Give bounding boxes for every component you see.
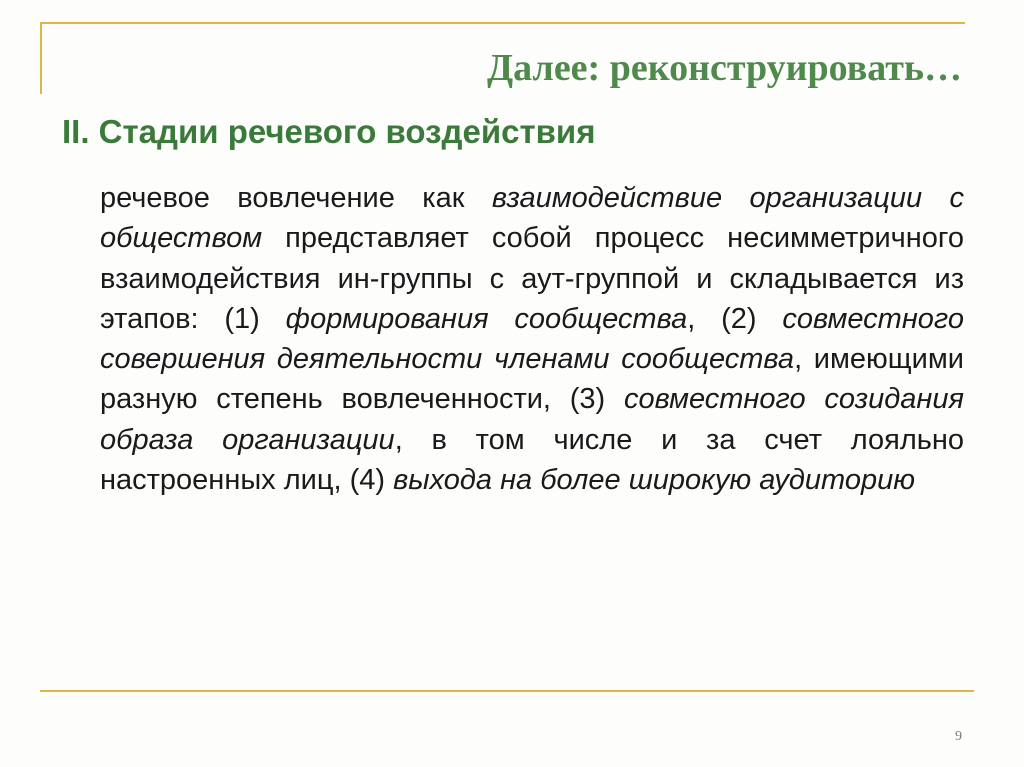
page-number: 9	[955, 729, 962, 744]
body-text-3: , имеющими разную степень вовлеченности, (3)	[100, 343, 965, 416]
slide-title: Далее: реконструировать…	[487, 47, 962, 89]
slide-subtitle: II. Стадии речевого воздействия	[62, 113, 596, 150]
body-text-2: , (2)	[687, 302, 757, 335]
slide-body	[100, 178, 964, 500]
body-emphasis-stage-3: совместного созидания образа организации	[100, 383, 964, 456]
frame-top-line	[40, 22, 965, 24]
body-emphasis-stage-2: совместного совершения деятельности членами сообщества	[100, 302, 965, 376]
body-text-1: представляет собой процесс несимметричного взаимодействия ин-группы с аут-группой и складывается из этапов: (1)	[100, 222, 964, 335]
body-emphasis-stage-4: выхода на более широкую аудиторию	[393, 464, 916, 497]
body-text-4: , в том числе и за счет лояльно настроенных лиц, (4)	[100, 423, 964, 497]
body-emphasis-stage-1: формирования сообщества	[285, 302, 688, 335]
body-emphasis-interaction: взаимодействие организации с обществом	[100, 182, 964, 255]
body-intro: речевое вовлечение как	[100, 182, 465, 214]
frame-bottom-line	[40, 690, 974, 692]
frame-left-line	[40, 22, 42, 94]
